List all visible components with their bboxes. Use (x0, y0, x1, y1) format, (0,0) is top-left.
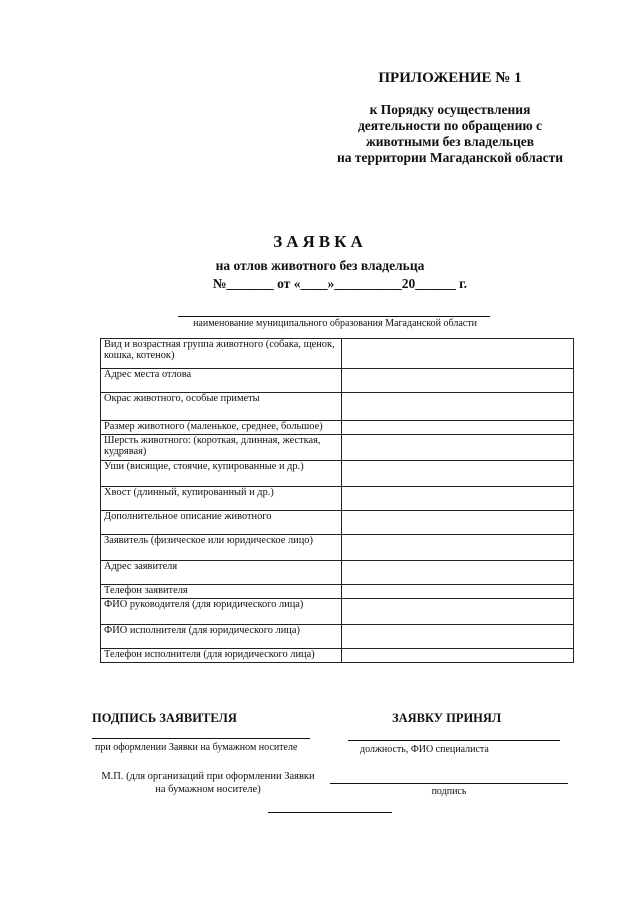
row-value[interactable] (342, 421, 574, 435)
table-row (101, 585, 574, 599)
receiver-signature-line[interactable] (348, 740, 560, 741)
row-label: Размер животного (маленькое, среднее, большое) (101, 421, 342, 435)
appendix-line: на территории Магаданской области (336, 150, 564, 165)
table-row (101, 511, 574, 535)
table-row (101, 625, 574, 649)
applicant-signature-title: ПОДПИСЬ ЗАЯВИТЕЛЯ (92, 711, 237, 725)
row-value[interactable] (342, 393, 574, 421)
request-table (100, 338, 574, 663)
row-label: Окрас животного, особые приметы (101, 393, 342, 421)
table-row (101, 461, 574, 487)
receiver-caption: должность, ФИО специалиста (360, 744, 489, 755)
stamp-note (92, 770, 324, 796)
row-value[interactable] (342, 461, 574, 487)
signature-line[interactable] (330, 783, 568, 784)
row-label: Вид и возрастная группа животного (собака, щенок, кошка, котенок) (101, 339, 342, 369)
row-value[interactable] (342, 599, 574, 625)
form-number-line: №_______ от «____»__________20______ г. (212, 276, 468, 291)
row-label: Телефон исполнителя (для юридического лица) (101, 649, 342, 663)
table-row (101, 369, 574, 393)
table-row (101, 535, 574, 561)
row-label: Адрес места отлова (101, 369, 342, 393)
table-row (101, 421, 574, 435)
applicant-signature-caption: при оформлении Заявки на бумажном носителе (95, 742, 298, 753)
table-row (101, 435, 574, 461)
bottom-fill-line (268, 812, 392, 813)
row-label: Адрес заявителя (101, 561, 342, 585)
row-label: Шерсть животного: (короткая, длинная, жесткая, кудрявая) (101, 435, 342, 461)
table-row (101, 487, 574, 511)
row-value[interactable] (342, 339, 574, 369)
row-label: Телефон заявителя (101, 585, 342, 599)
form-subtitle: на отлов животного без владельца (215, 258, 425, 273)
row-value[interactable] (342, 487, 574, 511)
table-row (101, 561, 574, 585)
appendix-subtitle (300, 102, 600, 166)
table-row (101, 599, 574, 625)
row-value[interactable] (342, 535, 574, 561)
row-label: Хвост (длинный, купированный и др.) (101, 487, 342, 511)
stamp-note-line: М.П. (для организаций при оформлении Заявки (101, 771, 315, 782)
signature-caption: подпись (431, 786, 467, 797)
receiver-title: ЗАЯВКУ ПРИНЯЛ (392, 711, 502, 725)
table-row (101, 649, 574, 663)
appendix-line: животными без владельцев (365, 134, 535, 149)
row-value[interactable] (342, 435, 574, 461)
form-title: ЗАЯВКА (273, 232, 367, 251)
table-row (101, 339, 574, 369)
applicant-signature-line[interactable] (92, 738, 310, 739)
row-label: ФИО исполнителя (для юридического лица) (101, 625, 342, 649)
row-value[interactable] (342, 649, 574, 663)
stamp-note-line: на бумажном носителе) (155, 784, 261, 795)
appendix-line: деятельности по обращению с (357, 118, 543, 133)
row-value[interactable] (342, 369, 574, 393)
row-value[interactable] (342, 561, 574, 585)
row-label: Уши (висящие, стоячие, купированные и др.) (101, 461, 342, 487)
municipality-fill-line (178, 316, 490, 317)
appendix-line: к Порядку осуществления (369, 102, 531, 117)
row-value[interactable] (342, 625, 574, 649)
row-label: Дополнительное описание животного (101, 511, 342, 535)
table-row (101, 393, 574, 421)
row-label: ФИО руководителя (для юридического лица) (101, 599, 342, 625)
row-value[interactable] (342, 585, 574, 599)
appendix-title: ПРИЛОЖЕНИЕ № 1 (378, 70, 522, 86)
municipality-caption: наименование муниципального образования Магаданской области (193, 318, 477, 329)
row-value[interactable] (342, 511, 574, 535)
row-label: Заявитель (физическое или юридическое лицо) (101, 535, 342, 561)
